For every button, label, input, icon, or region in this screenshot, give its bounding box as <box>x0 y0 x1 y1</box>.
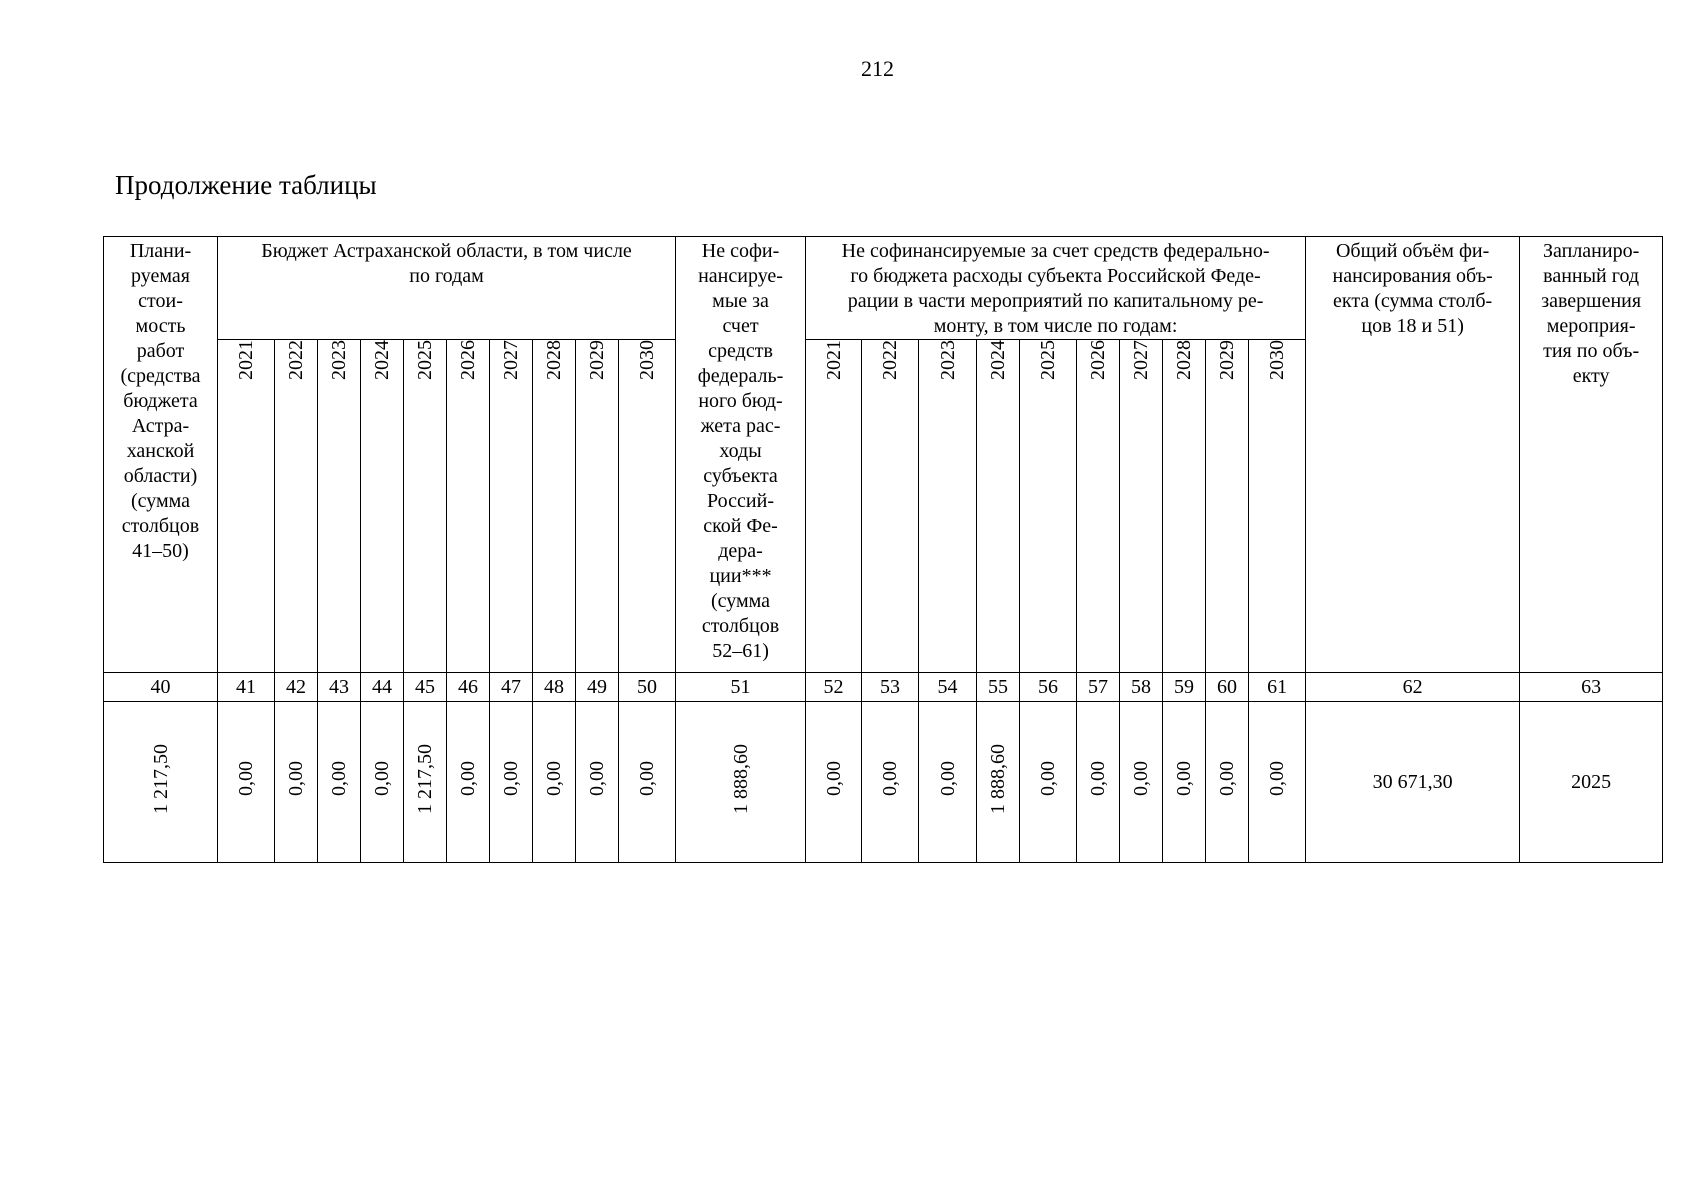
column-number-cell: 51 <box>676 673 806 702</box>
column-number-cell: 52 <box>806 673 862 702</box>
value-text: 0,00 <box>500 761 522 796</box>
header-line: Бюджет Астраханской области, в том числе <box>261 240 632 262</box>
value-text: 1 217,50 <box>414 743 436 814</box>
header-total-financing <box>1306 237 1520 673</box>
column-number-cell: 55 <box>977 673 1020 702</box>
value-cell <box>318 702 361 863</box>
column-number-cell: 40 <box>104 673 218 702</box>
value-cell <box>404 702 447 863</box>
year-label: 2024 <box>371 340 393 380</box>
header-line: монту, в том числе по годам: <box>933 315 1178 337</box>
value-text: 0,00 <box>1130 761 1153 796</box>
column-number-cell: 63 <box>1520 673 1663 702</box>
header-line: ходы <box>719 440 762 462</box>
value-text: 0,00 <box>879 761 902 796</box>
header-line: 41–50) <box>132 540 189 562</box>
budget-year-header <box>576 340 619 673</box>
header-line: области) <box>123 465 198 487</box>
value-text: 0,00 <box>328 761 350 796</box>
non-cofinanced-year-header <box>1206 340 1249 673</box>
header-row-groups <box>104 237 1663 340</box>
value-cell <box>919 702 977 863</box>
year-label: 2025 <box>1037 340 1060 380</box>
value-text: 0,00 <box>1173 761 1196 796</box>
column-number-row <box>104 673 1663 702</box>
budget-year-header <box>447 340 490 673</box>
value-text: 0,00 <box>543 761 565 796</box>
non-cofinanced-year-header <box>1249 340 1306 673</box>
header-line: столбцов <box>121 515 200 537</box>
year-label: 2026 <box>1087 340 1110 380</box>
non-cofinanced-year-header <box>862 340 919 673</box>
header-line: го бюджета расходы субъекта Российской Феде- <box>850 265 1261 287</box>
value-text: 0,00 <box>371 761 393 796</box>
header-line: федераль- <box>697 365 784 387</box>
value-text: 0,00 <box>1216 761 1239 796</box>
value-cell <box>1206 702 1249 863</box>
header-planned-cost <box>104 237 218 673</box>
header-budget-group <box>218 237 676 340</box>
header-line: субъекта <box>703 465 778 487</box>
year-label: 2022 <box>879 340 902 380</box>
column-number-cell: 58 <box>1120 673 1163 702</box>
value-cell: 30 671,30 <box>1306 702 1520 863</box>
non-cofinanced-year-header <box>919 340 977 673</box>
page-number: 212 <box>861 56 894 81</box>
header-line: жета рас- <box>700 415 781 437</box>
value-text: 0,00 <box>235 761 257 796</box>
year-label: 2024 <box>987 340 1010 380</box>
year-label: 2029 <box>586 340 608 380</box>
header-line: мые за <box>712 290 769 312</box>
budget-year-header <box>275 340 318 673</box>
header-line: рации в части мероприятий по капитальному ре- <box>847 290 1264 312</box>
header-non-cofinanced-total <box>676 237 806 673</box>
header-non-cofinanced-group <box>806 237 1306 340</box>
value-cell <box>862 702 919 863</box>
value-cell <box>275 702 318 863</box>
header-line: 52–61) <box>712 640 769 662</box>
value-text: 0,00 <box>936 761 959 796</box>
header-line: работ <box>136 340 185 362</box>
value-cell <box>533 702 576 863</box>
column-number-cell: 50 <box>619 673 676 702</box>
year-label: 2023 <box>936 340 959 380</box>
budget-year-header <box>361 340 404 673</box>
budget-year-header <box>404 340 447 673</box>
column-number-cell: 43 <box>318 673 361 702</box>
header-line: нансирования объ- <box>1332 265 1493 287</box>
value-cell <box>619 702 676 863</box>
column-number-cell: 54 <box>919 673 977 702</box>
column-number-cell: 41 <box>218 673 275 702</box>
value-text: 0,00 <box>1087 761 1110 796</box>
data-row <box>104 702 1663 863</box>
header-line: екту <box>1572 365 1610 387</box>
header-line: счет <box>722 315 759 337</box>
value-cell <box>490 702 533 863</box>
year-label: 2028 <box>543 340 565 380</box>
year-label: 2029 <box>1216 340 1239 380</box>
value-cell: 2025 <box>1520 702 1663 863</box>
value-text: 0,00 <box>285 761 307 796</box>
budget-year-header <box>619 340 676 673</box>
budget-year-header <box>490 340 533 673</box>
header-line: (сумма <box>711 590 771 612</box>
header-line: дера- <box>718 540 763 562</box>
value-cell <box>1120 702 1163 863</box>
column-number-cell: 60 <box>1206 673 1249 702</box>
value-cell <box>576 702 619 863</box>
year-label: 2022 <box>285 340 307 380</box>
column-number-cell: 62 <box>1306 673 1520 702</box>
header-line: мость <box>135 315 186 337</box>
value-cell <box>1163 702 1206 863</box>
value-cell <box>447 702 490 863</box>
header-line: Не софи- <box>701 240 780 262</box>
value-text: 0,00 <box>586 761 608 796</box>
column-number-cell: 48 <box>533 673 576 702</box>
header-line: Плани- <box>129 240 192 262</box>
header-line: тия по объ- <box>1543 340 1640 362</box>
header-line: мероприя- <box>1546 315 1636 337</box>
header-line: столбцов <box>701 615 780 637</box>
header-planned-completion-year <box>1520 237 1663 673</box>
value-text: 0,00 <box>457 761 479 796</box>
header-line: цов 18 и 51) <box>1361 315 1464 337</box>
year-label: 2030 <box>636 340 659 380</box>
non-cofinanced-year-header <box>1020 340 1077 673</box>
year-label: 2028 <box>1173 340 1196 380</box>
value-text: 0,00 <box>1037 761 1060 796</box>
year-label: 2030 <box>1266 340 1289 380</box>
column-number-cell: 45 <box>404 673 447 702</box>
value-cell <box>1249 702 1306 863</box>
header-line: ханской <box>126 440 195 462</box>
budget-year-header <box>533 340 576 673</box>
value-cell <box>676 702 806 863</box>
column-number-cell: 49 <box>576 673 619 702</box>
budget-year-header <box>218 340 275 673</box>
header-line: (средства <box>120 365 201 387</box>
year-label: 2025 <box>414 340 436 380</box>
value-cell <box>977 702 1020 863</box>
value-cell <box>104 702 218 863</box>
non-cofinanced-year-header <box>806 340 862 673</box>
year-label: 2026 <box>457 340 479 380</box>
value-cell <box>1077 702 1120 863</box>
non-cofinanced-year-header <box>1077 340 1120 673</box>
year-label: 2023 <box>328 340 350 380</box>
header-line: Астра- <box>131 415 190 437</box>
header-line: Не софинансируемые за счет средств федерально- <box>841 240 1270 262</box>
header-line: Общий объём фи- <box>1335 240 1490 262</box>
header-line: екта (сумма столб- <box>1333 290 1493 312</box>
value-text: 0,00 <box>636 761 659 796</box>
header-line: нансируе- <box>698 265 783 287</box>
value-text: 1 217,50 <box>149 743 172 814</box>
header-line: руемая <box>131 265 190 287</box>
value-text: 0,00 <box>822 761 845 796</box>
column-number-cell: 53 <box>862 673 919 702</box>
column-number-cell: 56 <box>1020 673 1077 702</box>
year-label: 2027 <box>500 340 522 380</box>
header-line: Россий- <box>707 490 774 512</box>
header-line: ции*** <box>709 565 772 587</box>
year-label: 2021 <box>822 340 845 380</box>
budget-year-header <box>318 340 361 673</box>
column-number-cell: 42 <box>275 673 318 702</box>
header-line: средств <box>708 340 773 362</box>
value-cell <box>1020 702 1077 863</box>
column-number-cell: 57 <box>1077 673 1120 702</box>
non-cofinanced-year-header <box>1120 340 1163 673</box>
column-number-cell: 61 <box>1249 673 1306 702</box>
table-continuation-caption: Продолжение таблицы <box>115 170 377 200</box>
value-cell <box>361 702 404 863</box>
header-line: ного бюд- <box>698 390 783 412</box>
header-line: (сумма <box>130 490 191 512</box>
value-text: 1 888,60 <box>987 743 1010 814</box>
non-cofinanced-year-header <box>977 340 1020 673</box>
year-label: 2027 <box>1130 340 1153 380</box>
column-number-cell: 46 <box>447 673 490 702</box>
header-line: ванный год <box>1543 265 1640 287</box>
column-number-cell: 47 <box>490 673 533 702</box>
header-line: завершения <box>1541 290 1642 312</box>
column-number-cell: 44 <box>361 673 404 702</box>
value-cell <box>218 702 275 863</box>
non-cofinanced-year-header <box>1163 340 1206 673</box>
year-label: 2021 <box>235 340 257 380</box>
header-line: ской Фе- <box>703 515 778 537</box>
financing-table <box>103 236 1663 863</box>
value-text: 1 888,60 <box>729 743 752 814</box>
header-line: Запланиро- <box>1542 240 1640 262</box>
header-line: стои- <box>138 290 183 312</box>
header-line: по годам <box>409 265 484 287</box>
value-cell <box>806 702 862 863</box>
value-text: 0,00 <box>1266 761 1289 796</box>
column-number-cell: 59 <box>1163 673 1206 702</box>
header-line: бюджета <box>123 390 198 412</box>
